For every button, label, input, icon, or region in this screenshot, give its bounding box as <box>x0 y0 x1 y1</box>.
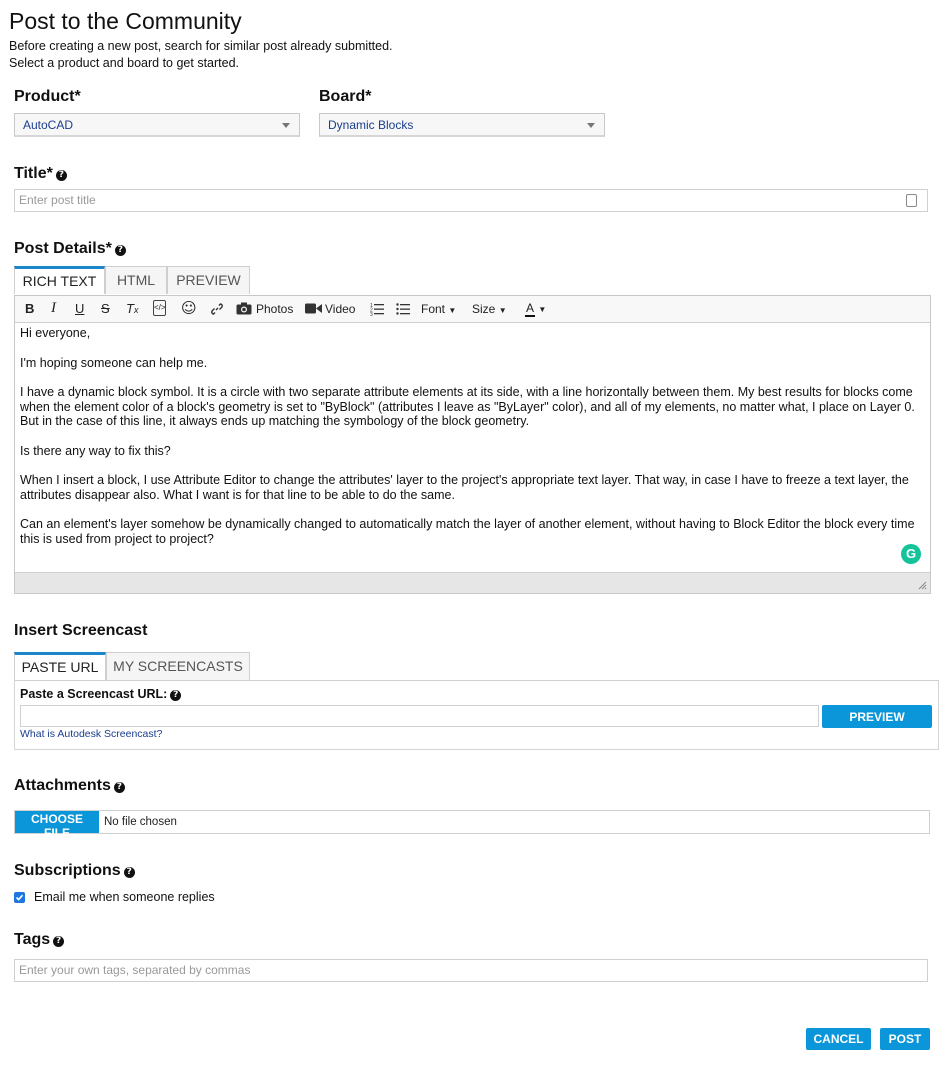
paragraph: Can an element's layer somehow be dynamically changed to automatically match the layer of another element, without having to Block Editor the block every time this is used from project to project? <box>20 517 915 546</box>
editor-toolbar <box>15 296 930 323</box>
checkmark-icon <box>15 893 24 902</box>
video-button[interactable]: Video <box>325 302 356 316</box>
tags-label <box>14 931 64 949</box>
italic-icon[interactable]: I <box>51 300 56 316</box>
help-icon[interactable]: ? <box>170 690 181 701</box>
tab-preview[interactable]: PREVIEW <box>167 266 250 294</box>
chevron-down-icon <box>282 123 290 128</box>
email-replies-label: Email me when someone replies <box>34 890 215 904</box>
text-color-dropdown[interactable] <box>525 301 546 315</box>
font-dropdown-label: Font <box>421 302 446 316</box>
clear-format-icon[interactable]: Tx <box>126 301 139 316</box>
product-select[interactable] <box>14 113 300 137</box>
intro-line-2: Select a product and board to get started. <box>9 56 240 70</box>
underline-icon[interactable]: U <box>75 301 85 316</box>
help-icon[interactable]: ? <box>115 245 126 256</box>
editor-content[interactable] <box>20 326 920 561</box>
subscriptions-label <box>14 862 135 880</box>
attachments-label-text: Attachments <box>14 777 111 794</box>
title-input[interactable] <box>14 189 928 212</box>
screencast-panel <box>14 680 939 750</box>
choose-file-button[interactable]: CHOOSE FILE <box>15 811 99 833</box>
caret-down-icon: ▼ <box>538 305 547 314</box>
screencast-label: Insert Screencast <box>14 622 148 639</box>
post-details-label-text: Post Details* <box>14 240 112 257</box>
grammarly-icon[interactable]: G <box>901 544 921 564</box>
emoji-icon[interactable]: ☺ <box>181 299 197 317</box>
resize-handle-icon[interactable] <box>918 581 927 590</box>
tags-label-text: Tags <box>14 931 51 948</box>
title-label <box>14 165 67 183</box>
email-replies-checkbox[interactable] <box>14 892 25 903</box>
help-icon[interactable]: ? <box>114 782 125 793</box>
tags-input-placeholder: Enter your own tags, separated by commas <box>19 963 251 977</box>
tab-paste-url[interactable]: PASTE URL <box>14 652 106 680</box>
help-icon[interactable]: ? <box>53 936 64 947</box>
screencast-url-label <box>20 687 181 701</box>
bullet-list-icon[interactable] <box>396 302 410 316</box>
help-icon[interactable]: ? <box>56 170 67 181</box>
tab-rich-text[interactable]: RICH TEXT <box>14 266 105 294</box>
insert-code-icon[interactable]: </> <box>153 300 166 316</box>
tab-html[interactable]: HTML <box>105 266 167 294</box>
rich-text-editor[interactable] <box>14 295 931 594</box>
strikethrough-icon[interactable]: S <box>101 301 110 316</box>
font-dropdown[interactable] <box>421 302 456 316</box>
password-manager-icon[interactable] <box>906 194 917 207</box>
photos-button[interactable]: Photos <box>256 302 294 316</box>
size-dropdown[interactable] <box>472 302 507 316</box>
screencast-preview-button[interactable]: PREVIEW <box>822 705 932 728</box>
tab-my-screencasts[interactable]: MY SCREENCASTS <box>106 652 250 680</box>
file-status: No file chosen <box>104 816 177 828</box>
paragraph: When I insert a block, I use Attribute Editor to change the attributes' layer to the project's appropriate text layer. That way, in case I have to freeze a text layer, the attributes disappear also. What I want is for that line to be able to do the same. <box>20 473 909 502</box>
title-input-placeholder: Enter post title <box>19 193 96 207</box>
paragraph: Is there any way to fix this? <box>20 443 171 458</box>
file-input[interactable] <box>14 810 930 840</box>
product-label: Product* <box>14 88 81 105</box>
link-icon[interactable] <box>210 302 224 316</box>
numbered-list-icon[interactable] <box>370 302 384 316</box>
size-dropdown-label: Size <box>472 302 496 316</box>
paragraph: I have a dynamic block symbol. It is a circle with two separate attribute elements at its side, with a line horizontally between them. My best results for blocks come when the element color of a block's geometry is set to "ByBlock" (attributes I leave as "ByLayer" color), and all of my elements, no matter what, I place on Layer 0. But in the case of this line, it always ends up matching the symbology of the block geometry. <box>20 385 915 428</box>
board-select-value: Dynamic Blocks <box>328 118 414 132</box>
post-button[interactable]: POST <box>880 1028 930 1050</box>
tags-input[interactable] <box>14 959 928 982</box>
screencast-help-link[interactable]: What is Autodesk Screencast? <box>20 728 163 740</box>
paragraph: I'm hoping someone can help me. <box>20 355 208 370</box>
intro-line-1: Before creating a new post, search for similar post already submitted. <box>9 39 393 53</box>
board-label: Board* <box>319 88 372 105</box>
subscriptions-label-text: Subscriptions <box>14 862 121 879</box>
svg-text:3: 3 <box>370 312 373 316</box>
camera-icon[interactable] <box>236 302 252 315</box>
board-select[interactable] <box>319 113 605 137</box>
page-title: Post to the Community <box>9 8 242 34</box>
help-icon[interactable]: ? <box>124 867 135 878</box>
post-details-label <box>14 240 126 258</box>
screencast-url-input[interactable] <box>20 705 819 727</box>
paragraph: Hi everyone, <box>20 326 91 340</box>
editor-status-bar <box>15 572 930 593</box>
chevron-down-icon <box>587 123 595 128</box>
caret-down-icon: ▼ <box>448 306 457 315</box>
svg-text:2: 2 <box>370 307 373 314</box>
svg-text:1: 1 <box>370 303 373 309</box>
attachments-label <box>14 777 125 795</box>
product-select-value: AutoCAD <box>23 118 74 132</box>
text-color-label: A <box>526 301 535 315</box>
bold-icon[interactable]: B <box>25 301 35 316</box>
caret-down-icon: ▼ <box>498 306 507 315</box>
screencast-url-label-text: Paste a Screencast URL: <box>20 687 168 701</box>
video-camera-icon[interactable] <box>305 303 322 314</box>
cancel-button[interactable]: CANCEL <box>806 1028 871 1050</box>
title-label-text: Title* <box>14 165 53 182</box>
